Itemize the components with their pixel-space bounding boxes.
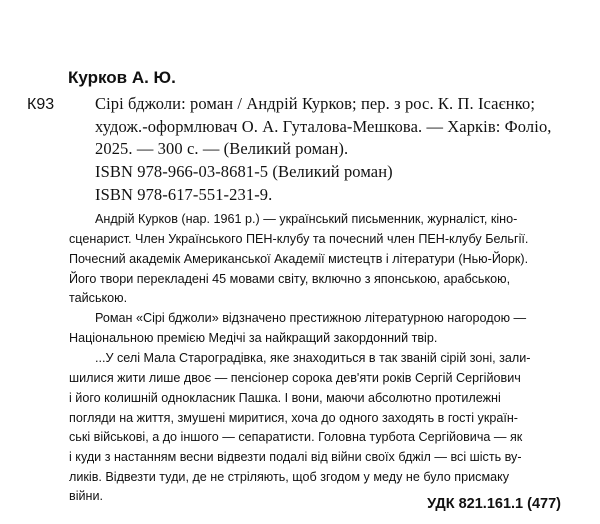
- author-heading: Курков А. Ю.: [68, 68, 176, 87]
- bibliography-line: 2025. — 300 с. — (Великий роман).: [95, 139, 349, 158]
- annotation-line: тайською.: [69, 291, 128, 305]
- bibliography-line: Сірі бджоли: роман / Андрій Курков; пер. з рос. К. П. Ісаєнко;: [95, 94, 536, 113]
- annotation-line: Національною премією Медічі за найкращий закордонний твір.: [69, 331, 438, 345]
- annotation-line: шилися жити лише двоє — пенсіонер сорока дев'яти років Сергій Сергійович: [69, 371, 521, 385]
- bibliography-line: худож.-оформлювач О. А. Гуталова-Мешкова. — Харків: Фоліо,: [95, 117, 552, 136]
- annotation-line: сценарист. Член Українського ПЕН-клубу та почесний член ПЕН-клубу Бельгії.: [69, 232, 529, 246]
- isbn-line: ISBN 978-617-551-231-9.: [95, 185, 273, 204]
- annotation-line: ...У селі Мала Староградівка, яке знаходиться в так званій сірій зоні, зали-: [95, 351, 531, 365]
- annotation-line: ликів. Відвезти туди, де не стріляють, щоб згодом у меду не було присмаку: [69, 470, 510, 484]
- annotation-line: Андрій Курков (нар. 1961 р.) — український письменник, журналіст, кіно-: [95, 212, 518, 226]
- catalog-code: К93: [27, 96, 55, 113]
- annotation-line: війни.: [69, 489, 104, 503]
- isbn-line: ISBN 978-966-03-8681-5 (Великий роман): [95, 162, 393, 181]
- annotation-line: ські військові, а до іншого — сепаратисти. Головна турбота Сергійовича — як: [69, 430, 523, 444]
- annotation-line: і куди з настанням весни відвезти подалі від війни своїх бджіл — всі шість ву-: [69, 450, 522, 464]
- udk-code: УДК 821.161.1 (477): [427, 496, 561, 512]
- annotation-line: Роман «Сірі бджоли» відзначено престижною літературною нагородою —: [95, 311, 527, 325]
- annotation-line: і його колишній однокласник Пашка. І вони, маючи абсолютно протилежні: [69, 391, 501, 405]
- annotation-line: погляди на життя, змушені миритися, хоча до одного заходять в гості україн-: [69, 411, 518, 425]
- annotation-line: Його твори перекладені 45 мовами світу, включно з японською, арабською,: [69, 272, 511, 286]
- annotation-line: Почесний академік Американської Академії мистецтв і літератури (Нью-Йорк).: [69, 252, 529, 266]
